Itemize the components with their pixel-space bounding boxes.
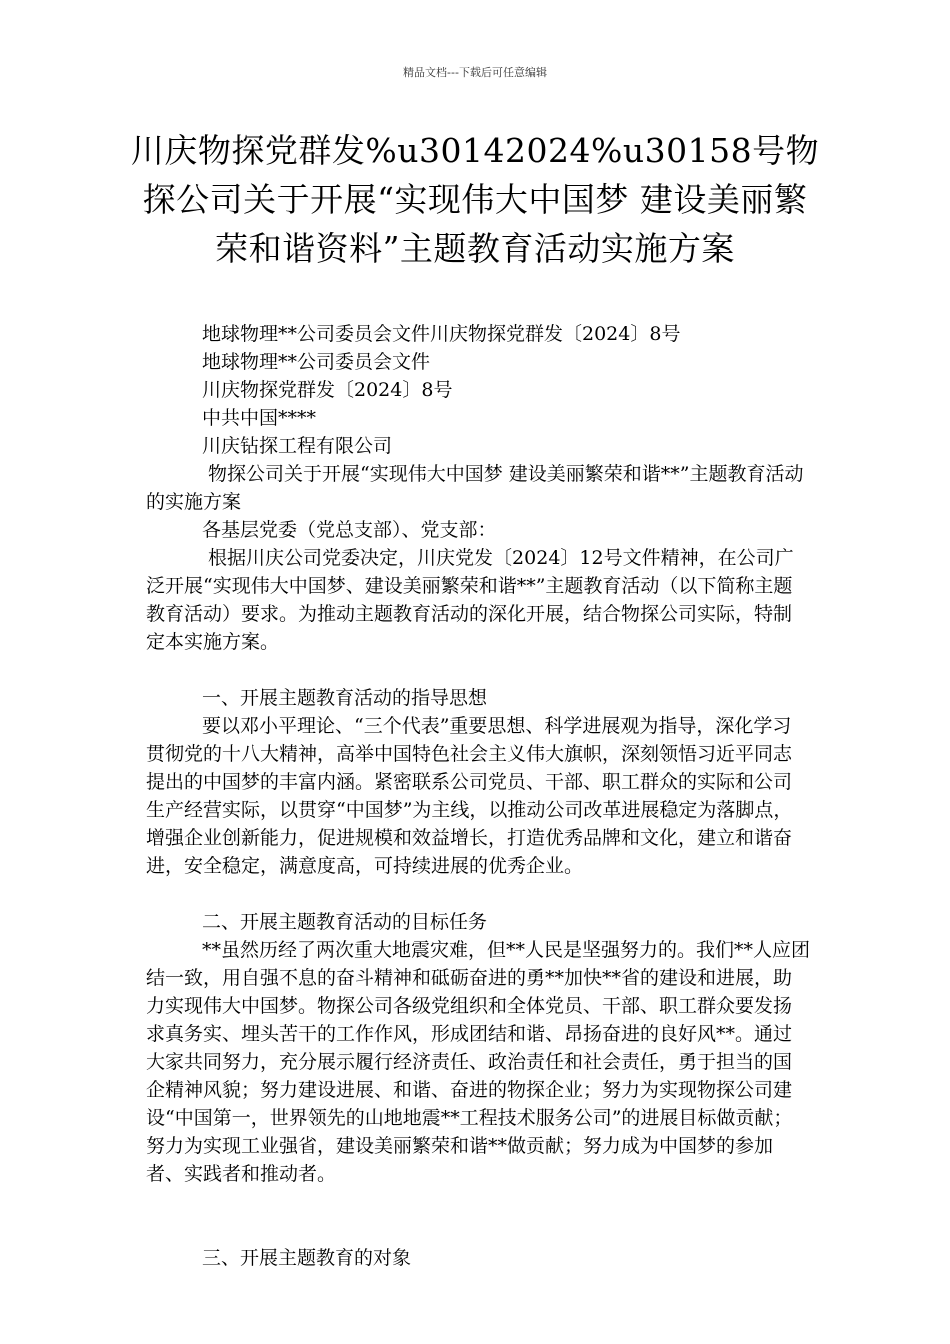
paragraph-company: 川庆钻探工程有限公司 [202,435,393,457]
paragraph-file-line: 地球物理**公司委员会文件川庆物探党群发〔2024〕8号 [202,323,681,345]
document-title: 川庆物探党群发%u30142024%u30158号物探公司关于开展“实现伟大中国梦 建设美丽繁荣和谐资料”主题教育活动实施方案 [130,131,820,268]
paragraph-doc-number: 川庆物探党群发〔2024〕8号 [202,379,453,401]
paragraph-goals: **虽然历经了两次重大地震灾难，但**人民是坚强努力的。我们**人应团结一致，用自强不息的奋斗精神和砥砺奋进的勇**加快**省的建设和进展，助力实现伟大中国梦。物探公司各级党组织和全体党员、干部、职工群众要发扬求真务实、埋头苦干的工作作风，形成团结和谐、昂扬奋进的良好风**。通过大家共同努力，充分展示履行经济责任、政治责任和社会责任，勇于担当的国企精神风貌；努力建设进展、和谐、奋进的物探企业；努力为实现物探公司建设“中国第一，世界领先的山地地震**工程技术服务公司”的进展目标做贡献；努力为实现工业强省，建设美丽繁荣和谐**做贡献；努力成为中国梦的参加者、实践者和推动者。 [146,939,811,1185]
document-body [146,320,810,1272]
section-heading-2: 二、开展主题教育活动的目标任务 [202,911,488,933]
paragraph-issuer: 地球物理**公司委员会文件 [202,351,431,373]
paragraph-subject: 物探公司关于开展“实现伟大中国梦 建设美丽繁荣和谐**”主题教育活动的实施方案 [146,463,804,513]
paragraph-guiding-thought: 要以邓小平理论、“三个代表”重要思想、科学进展观为指导，深化学习贯彻党的十八大精神，高举中国特色社会主义伟大旗帜，深刻领悟习近平同志提出的中国梦的丰富内涵。紧密联系公司党员、干部、职工群众的实际和公司生产经营实际，以贯穿“中国梦”为主线，以推动公司改革进展稳定为落脚点，增强企业创新能力，促进规模和效益增长，打造优秀品牌和文化，建立和谐奋进，安全稳定，满意度高，可持续进展的优秀企业。 [146,715,793,877]
page-header-note: 精品文档---下载后可任意编辑 [403,66,547,79]
paragraph-intro: 根据川庆公司党委决定，川庆党发〔2024〕12号文件精神，在公司广泛开展“实现伟大中国梦、建设美丽繁荣和谐**”主题教育活动（以下简称主题教育活动）要求。为推动主题教育活动的深化开展，结合物探公司实际，特制定本实施方案。 [146,547,794,653]
section-heading-3: 三、开展主题教育的对象 [202,1247,412,1269]
paragraph-addressees: 各基层党委（党总支部）、党支部： [202,519,497,541]
paragraph-party: 中共中国**** [202,407,317,429]
section-heading-1: 一、开展主题教育活动的指导思想 [202,687,488,709]
